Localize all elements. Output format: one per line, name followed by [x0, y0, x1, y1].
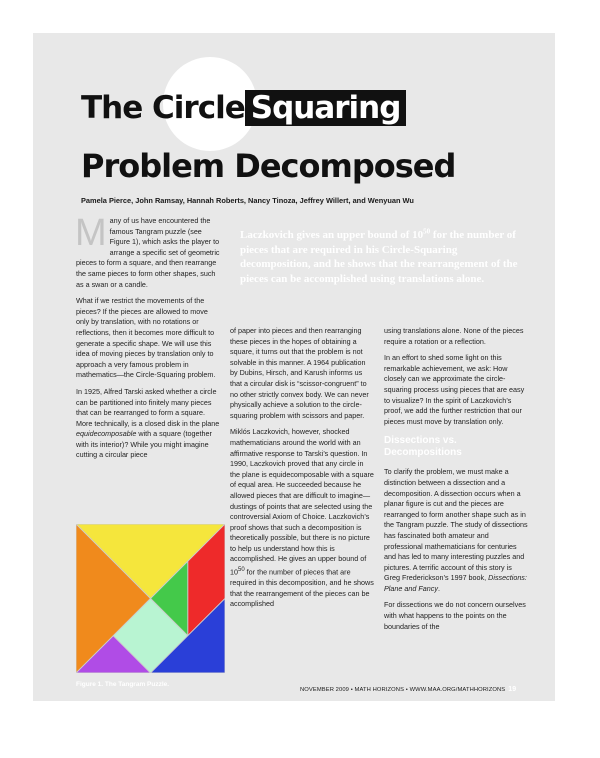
emphasis: equidecomposable: [76, 429, 137, 439]
paragraph: using translations alone. None of the pieces require a rotation or a reflection.: [384, 326, 524, 346]
paragraph: For dissections we do not concern ourselves with what happens to the points on the boundaries of the: [384, 600, 526, 631]
title-word-the: The: [81, 90, 143, 126]
paragraph: [230, 427, 374, 609]
paragraph-text: for the number of pieces that are required in this decomposition, and he shows that the rearrangement of the pieces can be accomplished: [230, 567, 374, 609]
page-footer: [300, 686, 516, 693]
paragraph: [75, 212, 222, 290]
section-heading: Dissections vs. Decompositions: [384, 435, 462, 458]
paragraph: [76, 387, 222, 461]
emphasis: Dissections: Plane and Fancy: [384, 573, 527, 593]
paragraph-text: with a square (together with its interior)? While you might imagine cutting a circular piece: [76, 429, 212, 460]
title-line-2: Problem Decomposed: [81, 147, 456, 185]
title-word-circle: Circle: [152, 90, 245, 126]
paragraph: What if we restrict the movements of the pieces? If the pieces are allowed to move only by translation, with no rotations or reflections, then it becomes more difficult to generate a specific shape. We will use this idea of moving pieces by translation only to approach a very famous problem in mathematics—the Circle-Squaring problem.: [76, 296, 216, 380]
title-word-squaring: Squaring: [245, 90, 407, 126]
authors: Pamela Pierce, John Ramsay, Hannah Roberts, Nancy Tinoza, Jeffrey Willert, and Wenyuan Wu: [81, 196, 414, 205]
footer-text: NOVEMBER 2009 • MATH HORIZONS • WWW.MAA.ORG/MATHHORIZONS: [300, 687, 506, 693]
column-1: [75, 212, 222, 467]
exponent: 50: [423, 227, 431, 236]
tangram-figure: [76, 524, 225, 673]
paragraph-text: In 1925, Alfred Tarski asked whether a circle can be partitioned into finitely many pieces that can be rearranged to form a square. More technically, is a closed disk in the plane: [76, 386, 220, 428]
paragraph: of paper into pieces and then rearranging these pieces in the hopes of obtaining a square, it turns out that the problem is not solvable in this manner. A 1964 publication by Dubins, Hirsch, and Karush informs us that a circular disk is “scissor-congruent” to no other strictly convex body. We can never physically achieve a solution to the circle-squaring problem with scissors and paper.: [230, 326, 369, 420]
paragraph: In an effort to shed some light on this remarkable achievement, we ask: How closely can we approximate the circle-squaring process using pieces that are easy to visualize? In the spirit of Laczkovich’s proof, we add the further restriction that our pieces must move by translation only.: [384, 353, 525, 426]
paragraph-text: .: [437, 583, 440, 593]
figure-caption: Figure 1. The Tangram Puzzle.: [76, 681, 170, 688]
pull-quote: [240, 228, 518, 286]
column-3: [384, 326, 528, 638]
page-number: 19: [508, 686, 517, 693]
pull-quote-text: for the number of pieces that are required in his Circle-Squaring decomposition, and he shows that the rearrangement of the pieces can be accomplished using translations alone.: [240, 229, 518, 285]
article-title: [81, 79, 455, 195]
paragraph-text: To clarify the problem, we must make a distinction between a dissection and a decomposition. A dissection occurs when a planar figure is cut and the pieces are rearranged to form another shape such as in the Tangram puzzle. The study of dissections has fascinated both amateur and professional mathematicians for centuries and has led to many interesting puzzles and pictures. A terrific account of this story is Greg Frederickson’s 1997 book,: [384, 467, 528, 583]
pull-quote-text: Laczkovich gives an upper bound of 10: [240, 229, 424, 241]
paragraph-text: any of us have encountered the famous Tangram puzzle (see Figure 1), which asks the player to arrange a specific set of geometric pieces to form a square, and then rearrange the same pieces to form other shapes, such as a swan or a candle.: [76, 216, 220, 289]
exponent: 50: [238, 567, 245, 574]
paragraph: [384, 467, 528, 594]
column-2: [230, 326, 374, 616]
page: [33, 33, 555, 701]
drop-cap: M: [75, 212, 107, 254]
paragraph-text: Miklós Laczkovich, however, shocked mathematicians around the world with an affirmative response to Tarski’s question. In 1990, Laczkovich proved that any circle in the plane is equidecomposable with a square of equal area. He succeeded because he allowed pieces that are difficult to imagine—dustings of points that are selected using the controversial Axiom of Choice. Laczkovich’s proof shows that such a decomposition is theoretically possible, but there is no picture to help us understand how this is accomplished. He gives an upper bound of 10: [230, 427, 374, 577]
